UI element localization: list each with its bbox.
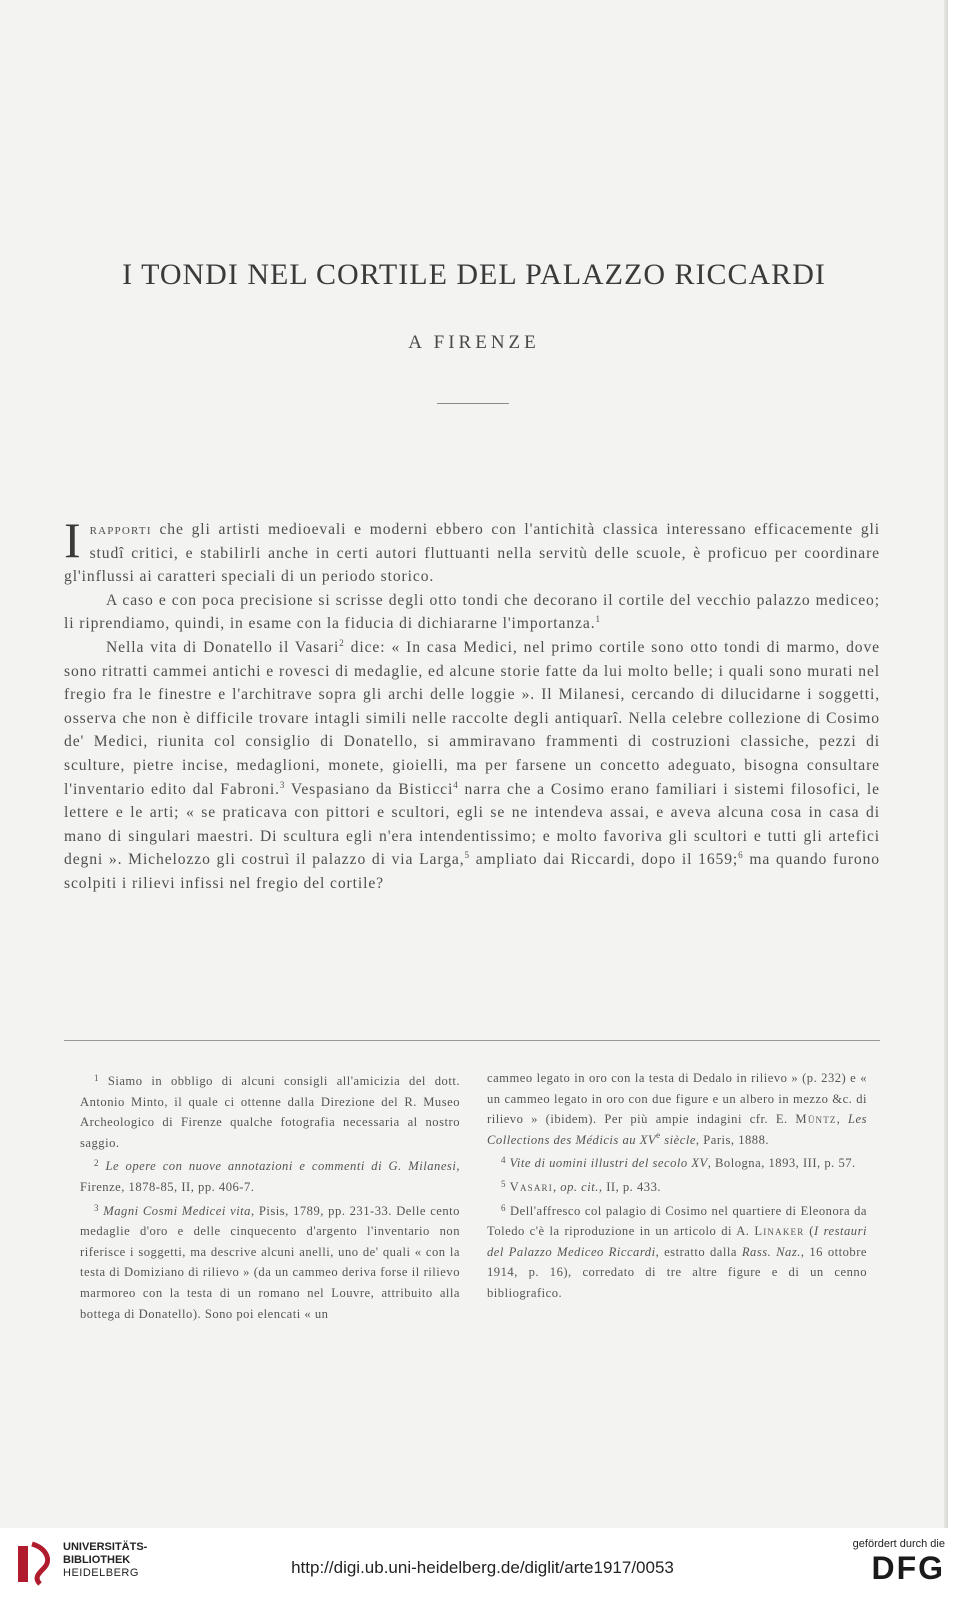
- footnote-author: Linaker: [754, 1224, 805, 1239]
- footnote-3: [80, 1198, 460, 1325]
- paragraph-1: [64, 512, 880, 589]
- footnotes-right-column: [487, 1068, 867, 1304]
- footnote-title: Magni Cosmi Medicei vita: [103, 1203, 251, 1218]
- paragraph-3-text-b: dice: « In casa Medici, nel primo cortile sono otto tondi di marmo, dove sono ritratti cammei antichi e rovesci di medaglie, ed alcune storie fatte da lui molto belle; i quali sono murati nel fregio fra le finestre e l'architrave sopra gli archi delle loggie ». Il Milanesi, cercando di dilucidarne i soggetti, osserva che non è difficile trovare intagli simili nelle raccolte degli antiquarî. Nella celebre collezione di Cosimo de' Medici, riunita col consiglio di Donatello, si ammiravano frammenti di costruzioni classiche, pezzi di sculture, pietre incise, medaglioni, monete, gioielli, ma per farsene un concetto adeguato, bisogna consultare l'inventario edito dal Fabroni.: [64, 638, 880, 798]
- sponsor-caption: gefördert durch die: [852, 1538, 945, 1550]
- paragraph-3: [64, 636, 880, 896]
- footnote-title: Vite di uomini illustri del secolo XV: [509, 1156, 708, 1171]
- article-title: I TONDI NEL CORTILE DEL PALAZZO RICCARDI: [122, 258, 826, 291]
- library-line: BIBLIOTHEK: [63, 1554, 131, 1566]
- paragraph-2: [64, 589, 880, 636]
- drop-cap: I: [64, 512, 82, 568]
- footnote-title: Les Collections des Médicis au XV: [487, 1112, 867, 1147]
- note-ref-3[interactable]: 3: [279, 779, 286, 790]
- note-ref-5[interactable]: 5: [464, 850, 470, 861]
- footnote-number: 3: [94, 1202, 99, 1213]
- footnote-5: [487, 1174, 867, 1198]
- footnote-text: , Paris, 1888.: [695, 1132, 770, 1147]
- page-margin: [948, 0, 965, 1597]
- lead-word: rapporti: [89, 521, 152, 538]
- footnote-text: , Bologna, 1893, III, p. 57.: [707, 1156, 856, 1171]
- note-ref-6[interactable]: 6: [738, 850, 744, 861]
- article-subtitle: A FIRENZE: [408, 332, 540, 353]
- footnote-3-continued: [487, 1068, 867, 1150]
- footnote-title: op. cit.: [560, 1179, 599, 1194]
- footnote-title: siècle: [660, 1132, 696, 1147]
- footnote-text: Dell'affresco col palagio di Cosimo nel quartiere di Eleonora da Toledo c'è la riproduzione in un articolo di A.: [487, 1203, 867, 1239]
- footnote-text: , II, p. 433.: [598, 1179, 662, 1194]
- footnote-1: [80, 1068, 460, 1153]
- footnote-text: , Pisis, 1789, pp. 231-33. Delle cento medaglie d'oro e delle cinquecento d'argento l'inventario non riferisce i soggetti, ma descrive alcuni anelli, uno de' quali « con la testa di Domiziano di rilievo » (da un cammeo deriva forse il rilievo marmoreo con la testa di un romano nel Louvre, attribuito alla bottega di Donatello). Sono poi elencati « un: [80, 1203, 460, 1321]
- footnote-number: 2: [94, 1158, 99, 1169]
- footnote-number: 6: [501, 1202, 506, 1213]
- paragraph-3-text-c: Vespasiano da Bisticci: [285, 780, 454, 798]
- sponsor-logo: [835, 1538, 945, 1586]
- footnote-superscript: e: [656, 1129, 661, 1140]
- note-ref-1[interactable]: 1: [595, 614, 601, 625]
- footnote-text: ,: [836, 1112, 848, 1127]
- note-ref-2[interactable]: 2: [339, 637, 345, 648]
- paragraph-3-text-a: Nella vita di Donatello il Vasari: [106, 638, 340, 656]
- footnote-text: , estratto dalla: [655, 1244, 742, 1259]
- footnote-number: 5: [501, 1178, 506, 1189]
- footnote-divider: [64, 1040, 880, 1041]
- footnote-author: Vasari: [509, 1179, 553, 1194]
- paragraph-2-text: A caso e con poca precisione si scrisse degli otto tondi che decorano il cortile del vecchio palazzo mediceo; li riprendiamo, quindi, in esame con la fiducia di dichiararne l'importanza.: [64, 591, 880, 633]
- footnote-number: 4: [501, 1155, 506, 1166]
- footnote-text: (: [804, 1224, 814, 1239]
- footnote-text: , 16 ottobre 1914, p. 16), corredato di tre altre figure e di un cenno bibliografico.: [487, 1244, 867, 1300]
- footnote-text: cammeo legato in oro con la testa di Dedalo in rilievo » (p. 232) e « un cammeo legato in oro con due figure e un albero in mezzo &c. di rilievo » (ibidem). Per più ampie indagini cfr. E.: [487, 1071, 867, 1127]
- paragraph-1-text: che gli artisti medioevali e moderni ebbero con l'antichità classica interessano efficacemente gli studî critici, e stabilirli anche in certi autori fluttuanti nella servitù delle scuole, è proficuo per coordinare gl'influssi ai caratteri speciali di un periodo storico.: [64, 521, 880, 586]
- footnote-number: 1: [94, 1073, 99, 1083]
- footnote-text: Siamo in obbligo di alcuni consigli all'amicizia del dott. Antonio Minto, il quale ci ottenne dalla Direzione del R. Museo Archeologico di Firenze qualche fotografia necessaria al nostro saggio.: [80, 1074, 460, 1150]
- footnote-4: [487, 1150, 867, 1174]
- footnote-2: [80, 1153, 460, 1197]
- article-body: [64, 512, 881, 896]
- paragraph-3-text-e: ampliato dai Riccardi, dopo il 1659;: [469, 851, 739, 869]
- library-line: HEIDELBERG: [63, 1567, 139, 1579]
- footnote-author: Müntz: [795, 1112, 837, 1127]
- footnote-6: [487, 1198, 867, 1304]
- footnote-title: Le opere con nuove annotazioni e commenti di G. Milanesi: [105, 1159, 457, 1174]
- note-ref-4[interactable]: 4: [453, 779, 459, 790]
- library-line: UNIVERSITÄTS-: [63, 1541, 148, 1553]
- dfg-logo-text: DFG: [871, 1550, 945, 1586]
- footnote-text: , Firenze, 1878-85, II, pp. 406-7.: [80, 1159, 460, 1194]
- footnote-title: I restauri del Palazzo Mediceo Riccardi: [487, 1224, 867, 1259]
- paragraph-3-text-d: narra che a Cosimo erano familiari i sistemi filosofici, le lettere e le arti; « se praticava con pittori e scultori, egli se ne intendeva assai, e aveva alcuna cosa in casa di mano di singulari maestri. Di scultura egli n'era intendentissimo; e molto favoriva gli scultori e tutti gli artefici degni ». Michelozzo gli costruì il palazzo di via Larga,: [64, 780, 880, 869]
- footnote-title: Rass. Naz.: [741, 1244, 801, 1259]
- digitization-url-link[interactable]: http://digi.ub.uni-heidelberg.de/diglit/arte1917/0053: [291, 1558, 674, 1577]
- footnotes-left-column: [80, 1068, 460, 1324]
- title-divider: [437, 403, 509, 404]
- paragraph-3-text-f: ma quando furono scolpiti i rilievi infissi nel fregio del cortile?: [64, 851, 881, 892]
- footnote-text: ,: [552, 1179, 561, 1194]
